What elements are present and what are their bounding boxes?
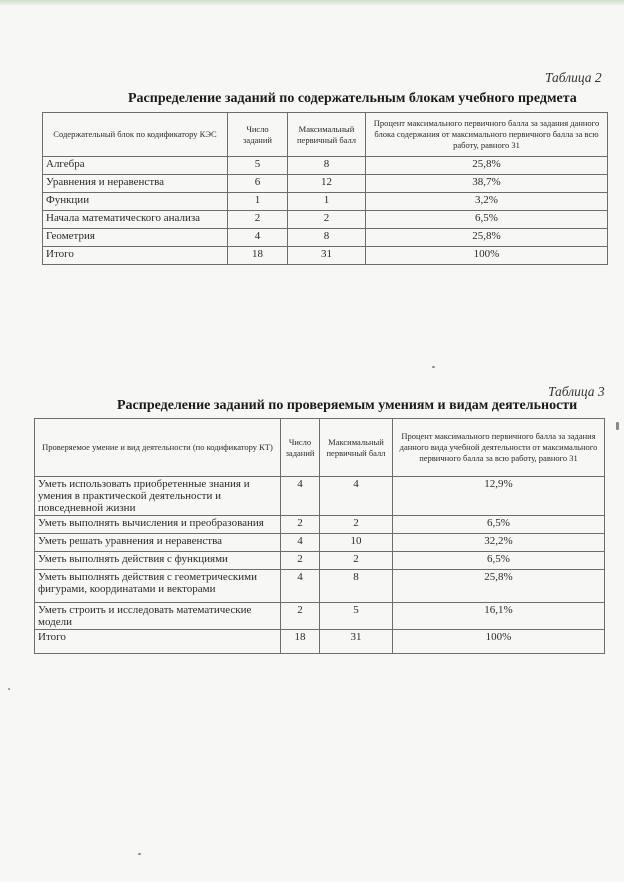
table-cell: 2 (320, 552, 393, 570)
table-cell: 6 (228, 175, 288, 193)
table-3-header-cell: Максимальный первичный балл (320, 419, 393, 477)
table-2-header-cell: Максимальный первичный балл (288, 113, 366, 157)
table-cell: 5 (228, 157, 288, 175)
table-cell: 6,5% (393, 516, 605, 534)
table-row (43, 247, 608, 265)
table-cell: Уметь строить и исследовать математические модели (35, 603, 281, 630)
table-row (35, 603, 605, 630)
table-cell: 31 (320, 630, 393, 654)
table-cell: 5 (320, 603, 393, 630)
table-cell: 4 (281, 570, 320, 603)
table-row (43, 157, 608, 175)
table-2-header-cell: Число заданий (228, 113, 288, 157)
table-3-header-cell: Проверяемое умение и вид деятельности (по кодификатору КТ) (35, 419, 281, 477)
table-cell: 25,8% (393, 570, 605, 603)
table-cell: 1 (228, 193, 288, 211)
table-cell: 100% (366, 247, 608, 265)
table-3-header-cell: Число заданий (281, 419, 320, 477)
table-cell: 25,8% (366, 157, 608, 175)
table-cell: 25,8% (366, 229, 608, 247)
table-row (43, 175, 608, 193)
table-2-body (43, 157, 608, 265)
table-cell: Итого (43, 247, 228, 265)
table-3 (34, 418, 605, 654)
table-cell: Геометрия (43, 229, 228, 247)
table-cell: Итого (35, 630, 281, 654)
table-cell: 31 (288, 247, 366, 265)
table-row (35, 477, 605, 516)
scan-speck (616, 422, 619, 430)
table-2 (42, 112, 608, 265)
table-cell: 4 (281, 477, 320, 516)
table-cell: 8 (288, 229, 366, 247)
table-cell: 4 (320, 477, 393, 516)
table-cell: 4 (281, 534, 320, 552)
table-2-title: Распределение заданий по содержательным блокам учебного предмета (128, 91, 577, 106)
table-cell: 4 (228, 229, 288, 247)
table-cell: 100% (393, 630, 605, 654)
scan-speck (138, 853, 141, 855)
table-cell: 6,5% (366, 211, 608, 229)
table-cell: 10 (320, 534, 393, 552)
table-cell: 2 (228, 211, 288, 229)
table-cell: Начала математического анализа (43, 211, 228, 229)
table-2-label: Таблица 2 (545, 70, 602, 85)
table-cell: 38,7% (366, 175, 608, 193)
table-cell: 2 (281, 552, 320, 570)
table-row (35, 534, 605, 552)
table-cell: Уметь выполнять действия с геометрическими фигурами, координатами и векторами (35, 570, 281, 603)
table-3-label: Таблица 3 (548, 384, 605, 399)
table-3-body (35, 477, 605, 654)
table-cell: Уравнения и неравенства (43, 175, 228, 193)
table-cell: 12 (288, 175, 366, 193)
table-2-header-cell: Содержательный блок по кодификатору КЭС (43, 113, 228, 157)
table-cell: Уметь выполнять вычисления и преобразования (35, 516, 281, 534)
table-row (43, 193, 608, 211)
table-row (35, 552, 605, 570)
scan-speck (432, 366, 435, 368)
table-cell: 2 (320, 516, 393, 534)
table-cell: 8 (320, 570, 393, 603)
table-3-header-row (35, 419, 605, 477)
table-cell: 32,2% (393, 534, 605, 552)
table-2-header-cell: Процент максимального первичного балла за задания данного блока содержания от максимального первичного балла за всю работу, равного 31 (366, 113, 608, 157)
table-cell: 3,2% (366, 193, 608, 211)
table-cell: Уметь выполнять действия с функциями (35, 552, 281, 570)
table-cell: 18 (228, 247, 288, 265)
table-cell: 2 (281, 516, 320, 534)
table-row (35, 570, 605, 603)
table-cell: 18 (281, 630, 320, 654)
table-cell: Уметь решать уравнения и неравенства (35, 534, 281, 552)
table-cell: 8 (288, 157, 366, 175)
table-row (35, 630, 605, 654)
table-cell: Алгебра (43, 157, 228, 175)
table-cell: 1 (288, 193, 366, 211)
table-row (43, 229, 608, 247)
table-3-header-cell: Процент максимального первичного балла за задания данного вида учебной деятельности от максимального первичного балла за всю работу, равного 31 (393, 419, 605, 477)
table-cell: 2 (288, 211, 366, 229)
table-cell: Функции (43, 193, 228, 211)
table-3-title: Распределение заданий по проверяемым умениям и видам деятельности (117, 398, 578, 413)
table-row (35, 516, 605, 534)
table-cell: 6,5% (393, 552, 605, 570)
table-cell: 12,9% (393, 477, 605, 516)
table-cell: 2 (281, 603, 320, 630)
table-row (43, 211, 608, 229)
table-2-header-row (43, 113, 608, 157)
scan-top-edge (0, 0, 624, 6)
scan-speck (8, 688, 10, 690)
table-cell: Уметь использовать приобретенные знания и умения в практической деятельности и повседневной жизни (35, 477, 281, 516)
table-cell: 16,1% (393, 603, 605, 630)
